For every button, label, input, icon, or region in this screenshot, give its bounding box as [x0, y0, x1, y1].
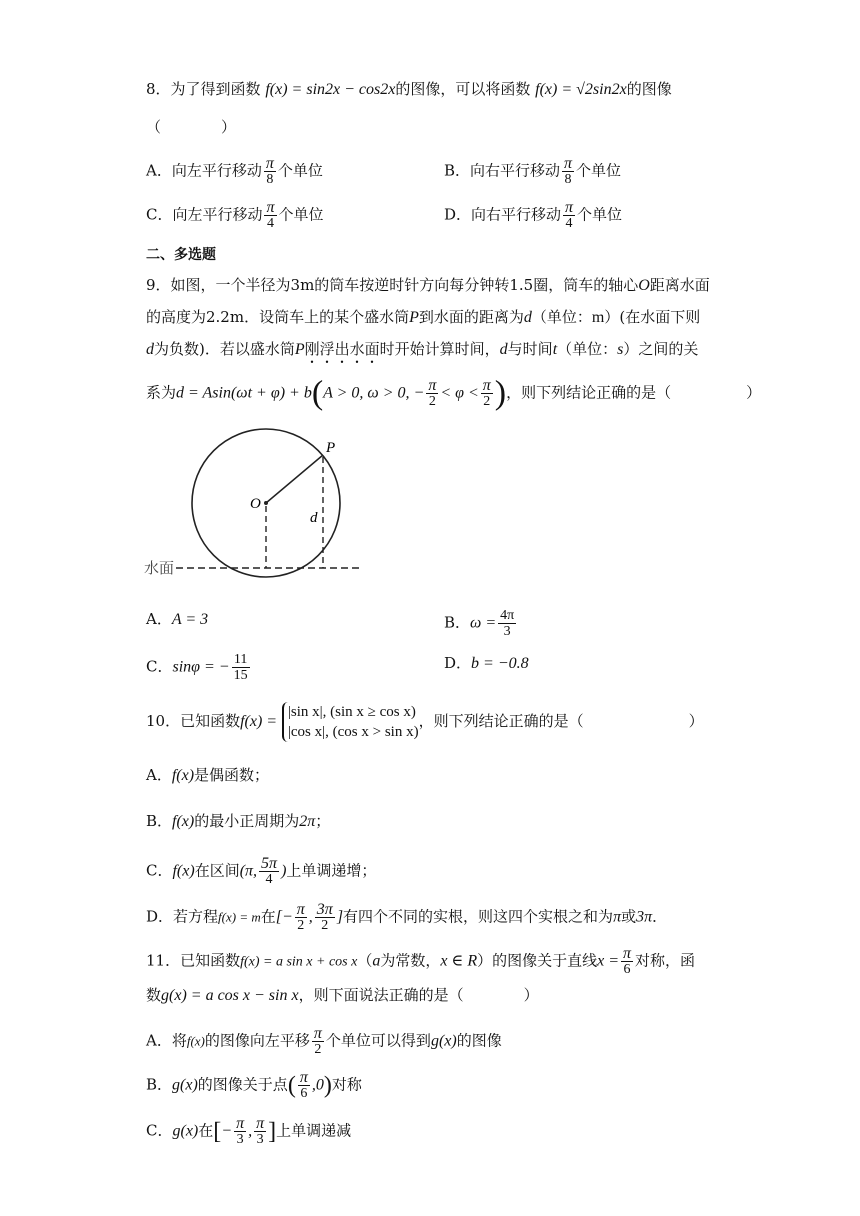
q11-option-b[interactable]: B．g(x)的图像关于点( $\frac{\pi}{6}$ ,0)对称 — [146, 1069, 362, 1101]
label-p: P — [326, 440, 336, 456]
q9-option-d[interactable]: D．b = −0.8 — [444, 654, 529, 672]
q8-answer-blank: （ ） — [146, 118, 237, 136]
q8-formula-2: f(x) = √2sin2x — [535, 81, 627, 98]
q9-line-1: 9．如图，一个半径为3m的筒车按逆时针方向每分钟转1.5圈，筒车的轴心O距离水面 — [146, 276, 710, 294]
q9-option-a[interactable]: A．A = 3 — [146, 610, 209, 628]
label-o: O — [250, 496, 261, 512]
water-wheel-figure — [140, 428, 370, 578]
q8-stem: 8．为了得到函数 f(x) = sin2x − cos2x的图像，可以将函数 f(x) = √2sin2x的图像 — [146, 80, 672, 98]
q8-formula-1: f(x) = sin2x − cos2x — [265, 81, 396, 98]
q11-line-2: 数g(x) = a cos x − sin x，则下面说法正确的是（ ） — [146, 986, 539, 1004]
q9-line-4: 系为d = Asin(ωt + φ) + b(A > 0, ω > 0, − $\frac{\pi}{2}$ < φ < $\frac{\pi}{2}$ )，则下列结论正确的是（ ） — [146, 374, 762, 412]
q11-line-1: 11．已知函数f(x) = a sin x + cos x（a为常数，x ∈ R）的图像关于直线x = $\frac{\pi}{6}$ 对称，函 — [146, 945, 696, 977]
q11-option-c[interactable]: C．g(x)在[− $\frac{\pi}{3}$ , $\frac{\pi}{3}$ ]上单调递减 — [146, 1115, 352, 1147]
q9-line-3: d为负数)．若以盛水筒P刚浮出水面时开始计算时间，d与时间t（单位：s）之间的关 — [146, 340, 699, 358]
q10-option-b[interactable]: B．f(x)的最小正周期为2π； — [146, 812, 331, 830]
q10-piecewise: |sin x|, (sin x ≥ cos x) |cos x|, (cos x > sin x) — [282, 702, 419, 742]
radius-line — [266, 455, 323, 503]
q9-option-c[interactable]: C．sinφ = − $\frac{11}{15}$ — [146, 652, 248, 683]
section-heading: 二、多选题 — [146, 247, 216, 263]
label-d: d — [310, 510, 318, 526]
q8-number: 8． — [146, 80, 171, 98]
q9-line-2: 的高度为2.2m．设筒车上的某个盛水筒P到水面的距离为d（单位：m）(在水面下则 — [146, 308, 701, 326]
q9-option-b[interactable]: B．ω = $\frac{4\pi}{3}$ — [444, 608, 515, 639]
q8-option-b[interactable]: B．向右平行移动 $\frac{\pi}{8}$ 个单位 — [444, 155, 622, 187]
q11-option-a[interactable]: A．将f(x)的图像向左平移 $\frac{\pi}{2}$ 个单位可以得到g(x)的图像 — [146, 1025, 502, 1057]
q8-option-c[interactable]: C．向左平行移动 $\frac{\pi}{4}$ 个单位 — [146, 199, 324, 231]
q10-option-d[interactable]: D．若方程f(x) = m在[− $\frac{\pi}{2}$ , $\frac{3\pi}{2}$ ]有四个不同的实根，则这四个实根之和为π或3π． — [146, 901, 668, 933]
q8-option-a[interactable]: A．向左平行移动 $\frac{\pi}{8}$ 个单位 — [146, 155, 323, 187]
label-water: 水面 — [144, 559, 175, 577]
axis-dot — [264, 501, 268, 505]
q10-option-c[interactable]: C．f(x)在区间(π, $\frac{5\pi}{4}$ )上单调递增； — [146, 855, 377, 887]
q8-option-d[interactable]: D．向右平行移动 $\frac{\pi}{4}$ 个单位 — [444, 199, 623, 231]
q10-stem: 10．已知函数f(x) = |sin x|, (sin x ≥ cos x) |cos x|, (cos x > sin x) ，则下列结论正确的是（ ） — [146, 704, 704, 740]
q10-option-a[interactable]: A．f(x)是偶函数； — [146, 766, 270, 784]
